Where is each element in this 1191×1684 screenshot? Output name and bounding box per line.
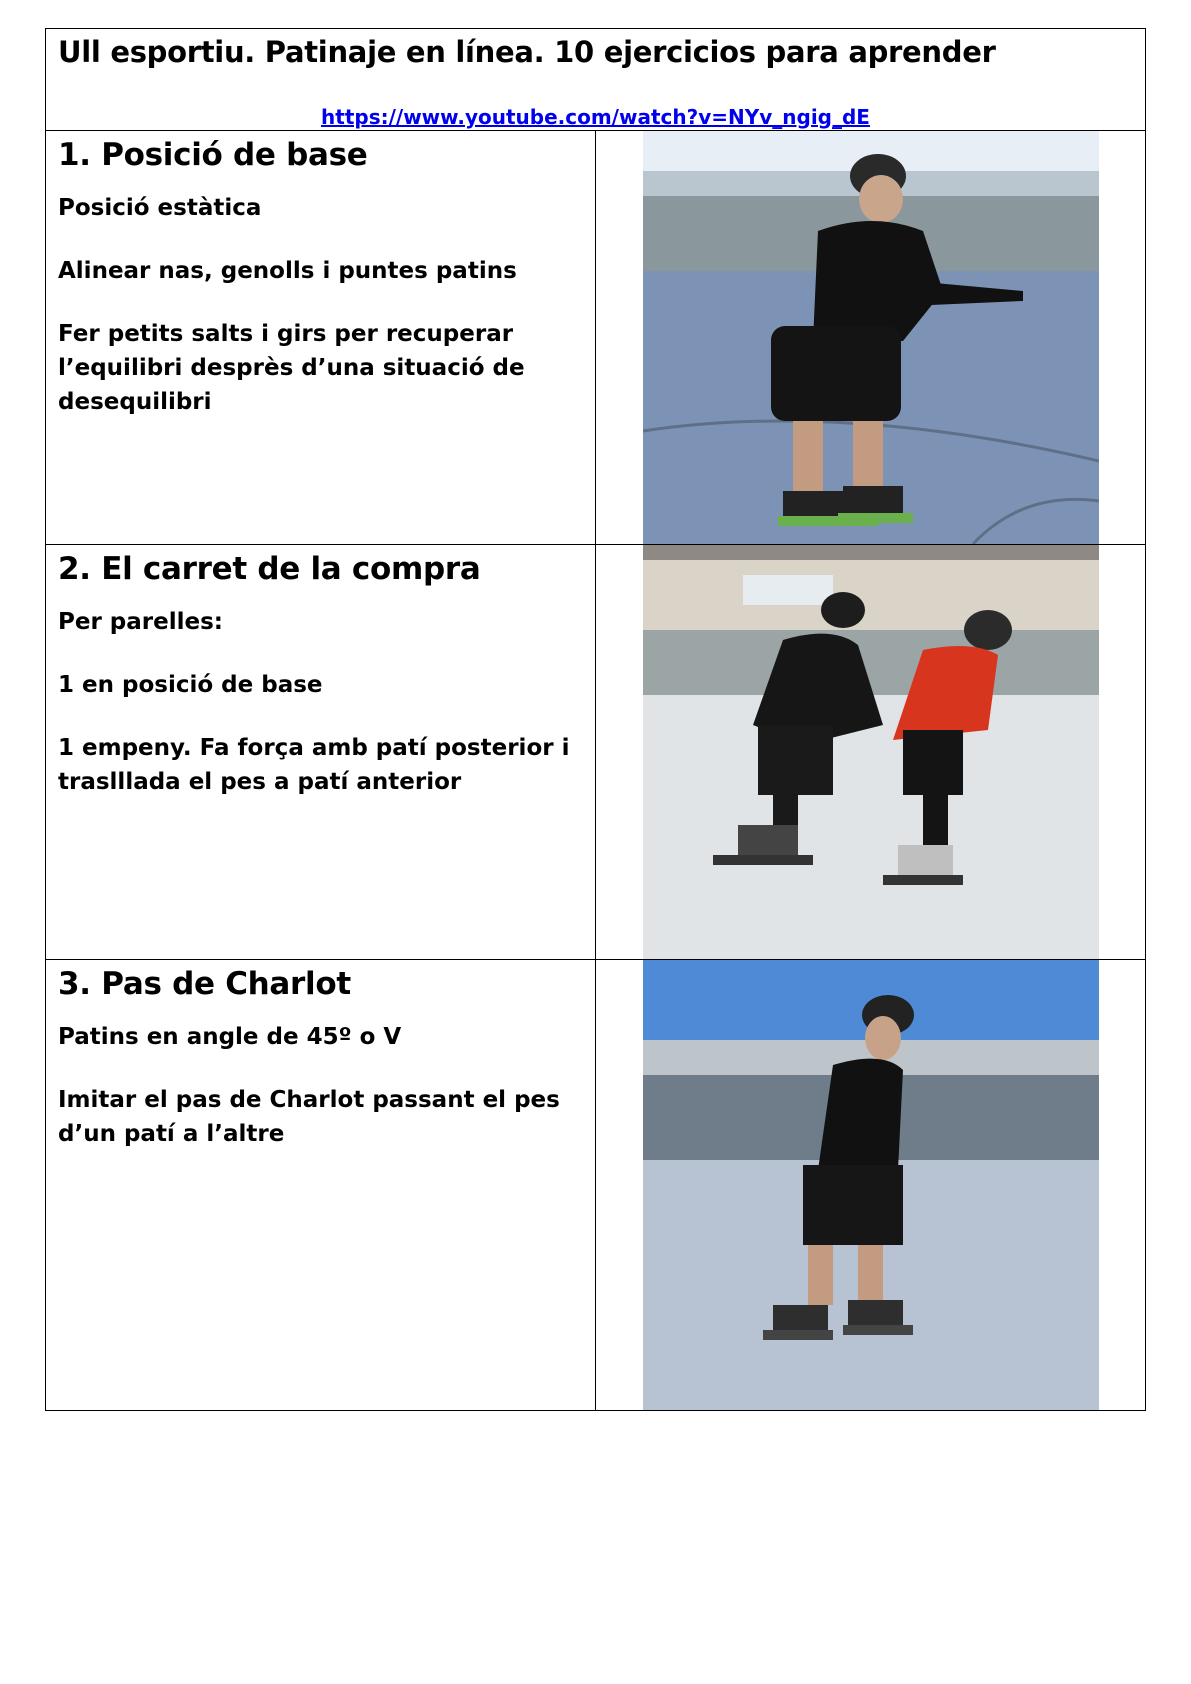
exercise-instructions — [58, 605, 583, 799]
exercise-title: 3. Pas de Charlot — [58, 966, 351, 1002]
instruction-line: Alinear nas, genolls i puntes patins — [58, 258, 517, 284]
exercise-instructions — [58, 191, 583, 419]
exercise-row — [46, 545, 1146, 960]
exercise-row — [46, 960, 1146, 1411]
document-title: Ull esportiu. Patinaje en línea. 10 ejercicios para aprender — [58, 35, 996, 69]
exercise-text-cell — [46, 960, 596, 1411]
exercise-instructions — [58, 1020, 583, 1151]
instruction-line: 1 en posició de base — [58, 672, 323, 698]
skater-base-position-photo — [643, 131, 1099, 544]
instruction-line: 1 empeny. Fa força amb patí posterior i traslllada el pes a patí anterior — [58, 735, 570, 795]
charlot-step-photo — [643, 960, 1099, 1410]
exercise-title: 2. El carret de la compra — [58, 551, 481, 587]
exercise-image-cell — [596, 131, 1146, 545]
youtube-link[interactable]: https://www.youtube.com/watch?v=NYv_ngig_dE — [321, 105, 870, 129]
instruction-line: Fer petits salts i girs per recuperar l’equilibri desprès d’una situació de desequilibri — [58, 321, 525, 415]
instruction-line: Per parelles: — [58, 609, 223, 635]
exercise-title: 1. Posició de base — [58, 137, 368, 173]
exercise-row — [46, 131, 1146, 545]
instruction-line: Imitar el pas de Charlot passant el pes d’un patí a l’altre — [58, 1087, 560, 1147]
pair-pushing-photo — [643, 545, 1099, 959]
exercise-text-cell — [46, 131, 596, 545]
exercise-image-cell — [596, 960, 1146, 1411]
exercise-text-cell — [46, 545, 596, 960]
instruction-line: Posició estàtica — [58, 195, 262, 221]
exercise-table — [45, 28, 1146, 1411]
instruction-line: Patins en angle de 45º o V — [58, 1024, 402, 1050]
exercise-image-cell — [596, 545, 1146, 960]
header-cell — [46, 29, 1146, 131]
